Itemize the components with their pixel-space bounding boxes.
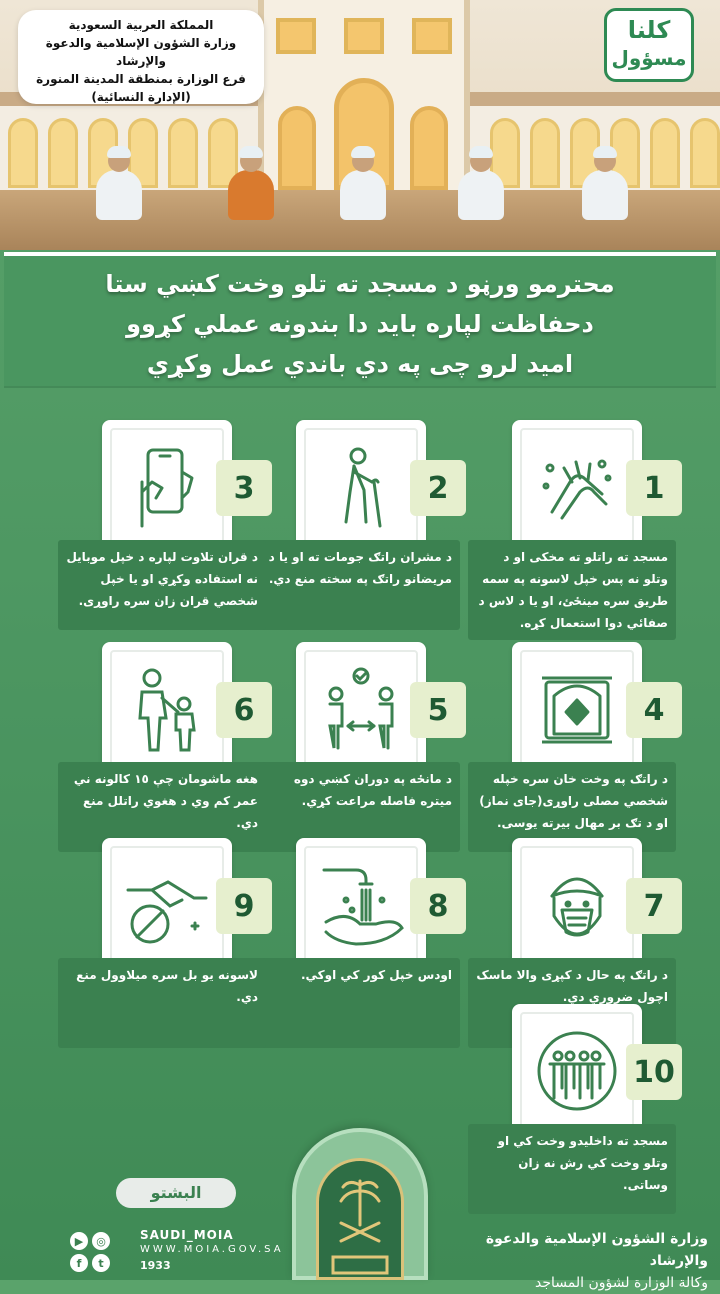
arch-window bbox=[690, 118, 720, 188]
facebook-icon[interactable]: f bbox=[70, 1254, 88, 1272]
faucet-hands-icon bbox=[316, 860, 406, 950]
card-icon-frame bbox=[512, 642, 642, 778]
step-number: 3 bbox=[216, 460, 272, 516]
crowd-group-icon bbox=[532, 1026, 622, 1116]
footer-ministry-block bbox=[440, 1228, 708, 1294]
arch-window bbox=[48, 118, 78, 188]
arch-window bbox=[168, 118, 198, 188]
card-icon-frame bbox=[102, 420, 232, 556]
card-description: د راتګ په حال د کپړی والا ماسک اچول ضروري دي. bbox=[468, 958, 676, 1048]
worshipper-figure bbox=[96, 150, 142, 220]
step-number: 5 bbox=[410, 682, 466, 738]
worshipper-figure bbox=[458, 150, 504, 220]
elderly-with-cane-icon bbox=[316, 442, 406, 532]
card-icon-frame bbox=[102, 642, 232, 778]
arch-window bbox=[8, 118, 38, 188]
header-illustration bbox=[0, 0, 720, 250]
social-distance-icon bbox=[316, 664, 406, 754]
side-door bbox=[410, 106, 448, 190]
step-number: 7 bbox=[626, 878, 682, 934]
card-icon-frame bbox=[512, 1004, 642, 1140]
step-number: 4 bbox=[626, 682, 682, 738]
facade-window bbox=[276, 18, 316, 54]
prayer-rug-icon bbox=[532, 664, 622, 754]
face-mask-icon bbox=[532, 860, 622, 950]
instagram-icon[interactable]: ◎ bbox=[92, 1232, 110, 1250]
campaign-logo bbox=[604, 8, 694, 82]
footer-ministry-name: وزارة الشؤون الإسلامية والدعوة والإرشاد bbox=[485, 1231, 708, 1269]
ministry-line: المملكة العربية السعودية bbox=[68, 18, 214, 32]
card-description: مسجد ته داخلیدو وخت کي او وتلو وخت کي رش نه زان وساتی. bbox=[468, 1124, 676, 1214]
arch-window bbox=[530, 118, 560, 188]
card-icon-frame bbox=[512, 838, 642, 974]
card-icon-frame bbox=[296, 838, 426, 974]
step-number: 10 bbox=[626, 1044, 682, 1100]
banner-line: محترمو ورڼو د مسجد ته تلو وخت کښي ستا bbox=[105, 270, 615, 298]
step-number: 2 bbox=[410, 460, 466, 516]
worshipper-figure bbox=[582, 150, 628, 220]
card-description: هغه ماشومان چې ١٥ کالونه ني عمر کم وي د هغوي راتلل منع دي. bbox=[58, 762, 266, 852]
hand-washing-icon bbox=[532, 442, 622, 532]
card-description: د راتګ په وخت خان سره خپله شخصي مصلی راوړی(جای نماز) او د تګ بر مهال بیرته یوسی. bbox=[468, 762, 676, 852]
side-door bbox=[278, 106, 316, 190]
card-description: د قران تلاوت لپاره د خپل موبایل نه استفاده وکړي او یا خپل شخصي قران زان سره راوړی. bbox=[58, 540, 266, 630]
language-label: البشتو bbox=[116, 1178, 236, 1208]
campaign-logo-line2: مسؤول bbox=[611, 46, 687, 70]
ministry-line: فرع الوزارة بمنطقة المدينة المنورة bbox=[36, 72, 246, 86]
facade-window bbox=[344, 18, 384, 54]
card-icon-frame bbox=[512, 420, 642, 556]
phone-in-hand-icon bbox=[122, 442, 212, 532]
ministry-line: وزارة الشؤون الإسلامية والدعوة والإرشاد bbox=[45, 36, 237, 68]
ministry-branch-badge bbox=[18, 10, 264, 104]
emblem-palm-swords bbox=[316, 1158, 404, 1280]
step-number: 1 bbox=[626, 460, 682, 516]
step-number: 6 bbox=[216, 682, 272, 738]
phone-number: 1933 bbox=[140, 1259, 171, 1272]
card-description: د مانځه په دوران کښي دوه میتره فاصله مراعت کړي. bbox=[252, 762, 460, 852]
worshipper-figure bbox=[228, 150, 274, 220]
footer-agency-name: وكالة الوزارة لشؤون المساجد bbox=[535, 1275, 708, 1291]
step-number: 8 bbox=[410, 878, 466, 934]
card-icon-frame bbox=[296, 642, 426, 778]
twitter-icon[interactable]: t bbox=[92, 1254, 110, 1272]
card-description: لاسونه یو بل سره میلاوول منع دي. bbox=[58, 958, 266, 1048]
card-description: د مشران راتګ جومات ته او یا د مریضانو راتګ په سخته منع دي. bbox=[252, 540, 460, 630]
facade-window bbox=[412, 18, 452, 54]
website-url: WWW.MOIA.GOV.SA bbox=[140, 1244, 284, 1255]
card-description: اودس خپل کور کي اوکي. bbox=[252, 958, 460, 1048]
card-icon-frame bbox=[102, 838, 232, 974]
card-description: مسجد ته راتلو ته مخکی او د وتلو نه پس خپل لاسونه په سمه طریق سره مینځئ، او یا د لاس د صفائي دوا استعمال کړه. bbox=[468, 540, 676, 640]
card-icon-frame bbox=[296, 420, 426, 556]
banner-line: دحفاظت لپاره باید دا بندونه عملي کړوو bbox=[126, 310, 594, 338]
campaign-logo-line1: كلنا bbox=[627, 16, 671, 44]
social-handle: SAUDI_MOIA bbox=[140, 1228, 234, 1242]
ministry-line: (الإدارة النسائية) bbox=[91, 90, 191, 104]
worshipper-figure bbox=[340, 150, 386, 220]
adult-with-child-icon bbox=[122, 664, 212, 754]
youtube-icon[interactable]: ▶ bbox=[70, 1232, 88, 1250]
ministry-emblem bbox=[292, 1128, 428, 1280]
no-handshake-icon bbox=[122, 860, 212, 950]
arch-window bbox=[650, 118, 680, 188]
social-icons bbox=[66, 1226, 136, 1276]
title-banner bbox=[4, 252, 716, 388]
banner-line: امید لرو چی په دي باندي عمل وکړي bbox=[146, 350, 574, 378]
step-number: 9 bbox=[216, 878, 272, 934]
